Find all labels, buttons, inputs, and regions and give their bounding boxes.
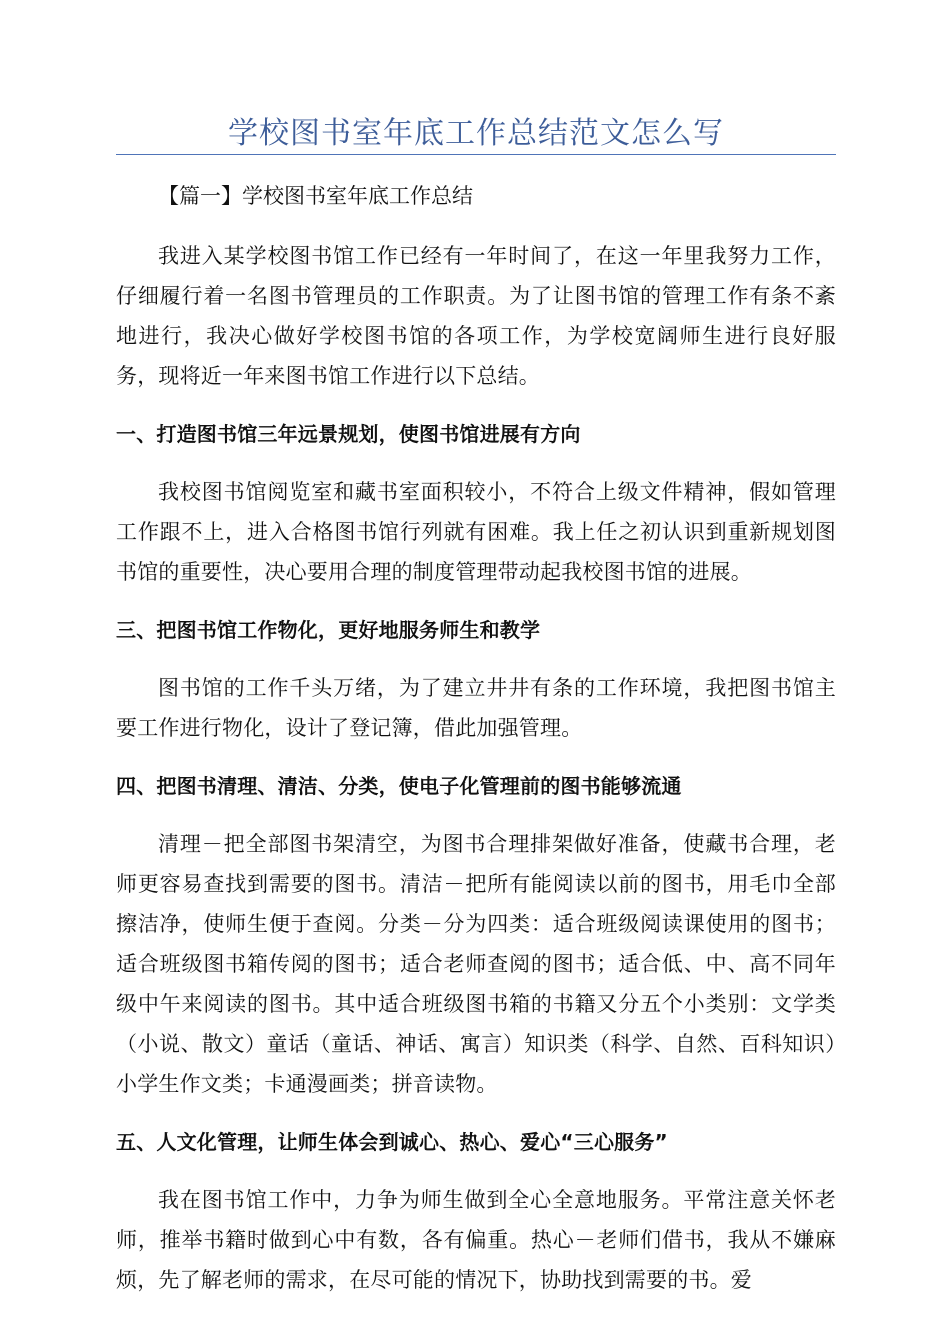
section-heading: 一、打造图书馆三年远景规划，使图书馆进展有方向 (116, 422, 581, 446)
intro-paragraph: 我进入某学校图书馆工作已经有一年时间了，在这一年里我努力工作，仔细履行着一名图书管理员的工作职责。为了让图书馆的管理工作有条不紊地进行，我决心做好学校图书馆的各项工作，为学校宽阔师生进行良好服务，现将近一年来图书馆工作进行以下总结。 (116, 244, 836, 388)
section-heading: 四、把图书清理、清洁、分类，使电子化管理前的图书能够流通 (116, 774, 682, 798)
section-paragraph: 我校图书馆阅览室和藏书室面积较小，不符合上级文件精神，假如管理工作跟不上，进入合格图书馆行列就有困难。我上任之初认识到重新规划图书馆的重要性，决心要用合理的制度管理带动起我校图书馆的进展。 (116, 480, 836, 584)
section-paragraph: 图书馆的工作千头万绪，为了建立井井有条的工作环境，我把图书馆主要工作进行物化，设计了登记簿，借此加强管理。 (116, 676, 836, 740)
section-heading: 五、人文化管理，让师生体会到诚心、热心、爱心“三心服务” (116, 1130, 668, 1154)
document-body (116, 176, 836, 1300)
document-title: 学校图书室年底工作总结范文怎么写 (228, 116, 724, 151)
section-paragraph: 我在图书馆工作中，力争为师生做到全心全意地服务。平常注意关怀老师，推举书籍时做到心中有数，各有偏重。热心－老师们借书，我从不嫌麻烦，先了解老师的需求，在尽可能的情况下，协助找到需要的书。爱 (116, 1188, 836, 1292)
title-underline (116, 154, 836, 155)
section-paragraph: 清理－把全部图书架清空，为图书合理排架做好准备，使藏书合理，老师更容易查找到需要的图书。清洁－把所有能阅读以前的图书，用毛巾全部擦洁净，使师生便于查阅。分类－分为四类：适合班级阅读课使用的图书；适合班级图书箱传阅的图书；适合老师查阅的图书；适合低、中、高不同年级中午来阅读的图书。其中适合班级图书箱的书籍又分五个小类别：文学类（小说、散文）童话（童话、神话、寓言）知识类（科学、自然、百科知识）小学生作文类；卡通漫画类；拼音读物。 (116, 832, 836, 1096)
section-heading: 三、把图书馆工作物化，更好地服务师生和教学 (116, 618, 541, 642)
section-subtitle: 【篇一】学校图书室年底工作总结 (158, 184, 473, 208)
